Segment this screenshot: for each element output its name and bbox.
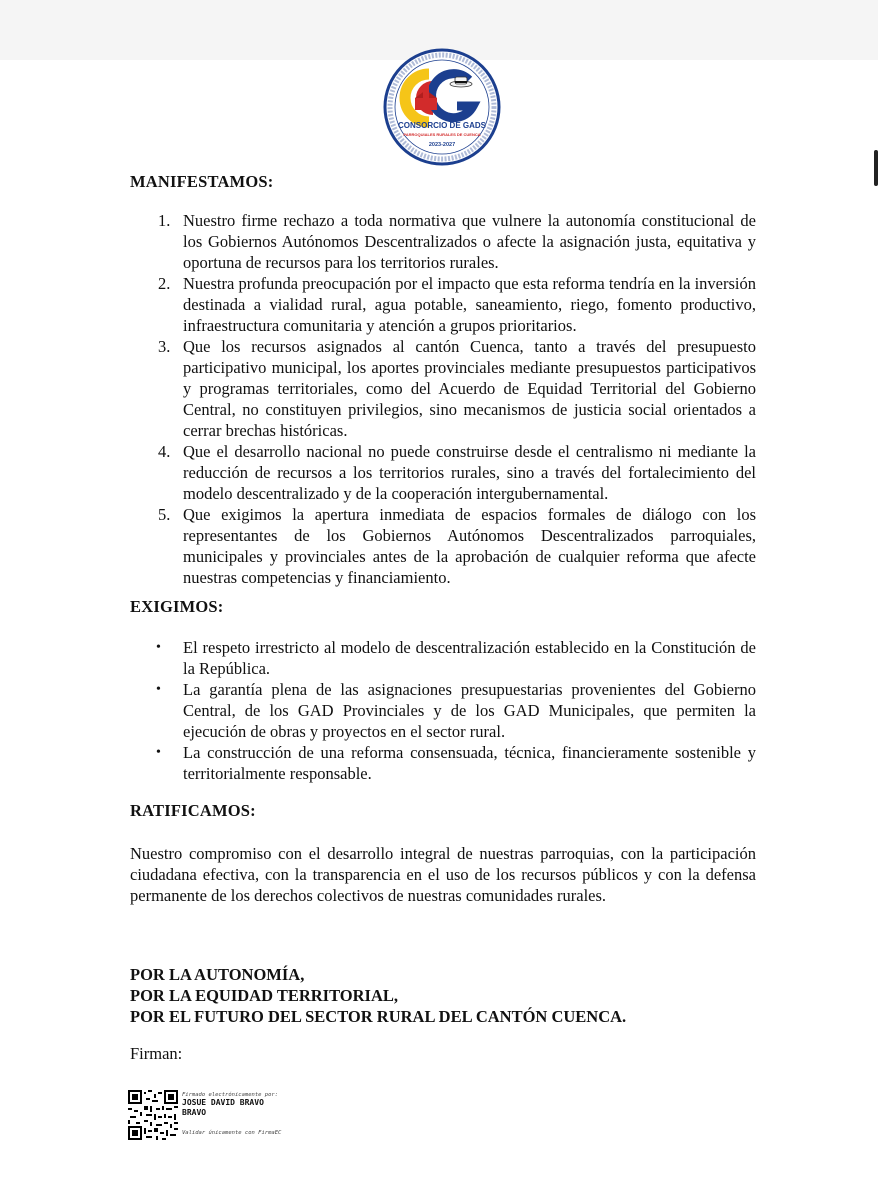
item-number: 3. [158,337,171,356]
list-item [130,273,756,336]
scrollbar[interactable] [874,150,878,186]
bullet-icon: • [156,682,161,697]
signature-text [182,1092,278,1118]
item-text: Que los recursos asignados al cantón Cuenca, tanto a través del presupuesto participativo municipal, los aportes provinciales mediante presupuestos participativos y programas territoriales, como del Acuerdo de Equidad Territorial del Gobierno Central, no constituyen privilegios, sino mecanismos de justicia social orientados a cerrar brechas históricas. [183,337,756,440]
item-text: Nuestra profunda preocupación por el impacto que esta reforma tendría en la inversión destinada a vialidad rural, agua potable, saneamiento, riego, fomento productivo, infraestructura comunitaria y atención a grupos prioritarios. [183,274,756,335]
list-item [130,210,756,273]
ratificamos-heading: RATIFICAMOS: [130,801,256,820]
item-text: La construcción de una reforma consensuada, técnica, financieramente sostenible y territorialmente responsable. [183,743,756,783]
list-item [130,441,756,504]
list-item [130,742,756,784]
list-item [130,504,756,588]
ratificamos-text: Nuestro compromiso con el desarrollo integral de nuestras parroquias, con la participación ciudadana efectiva, con la transparencia en el uso de los recursos públicos y con la defensa permanente de los derechos colectivos de nuestras comunidades rurales. [130,844,756,905]
item-number: 5. [158,505,171,524]
item-text: La garantía plena de las asignaciones presupuestarias provenientes del Gobierno Central, de los GAD Provinciales y de los GAD Municipales, que permiten la ejecución de obras y proyectos en el sector rural. [183,680,756,741]
consorcio-logo [383,48,501,166]
signer-name: JOSUE DAVID BRAVO [182,1098,264,1107]
signature-footer: Validar únicamente con FirmaEC [182,1130,282,1136]
bullet-icon: • [156,745,161,760]
electronic-signature [128,1090,288,1140]
item-text: Que exigimos la apertura inmediata de espacios formales de diálogo con los representantes de los Gobiernos Autónomos Descentralizados parroquiales, municipales y provinciales antes de la aprobación de cualquier reforma que afecte nuestras competencias y financiamiento. [183,505,756,587]
logo-subtitle: PARROQUIALES RURALES DE CUENCA [403,132,481,137]
qr-code-icon[interactable] [128,1090,178,1140]
closing-line: POR LA EQUIDAD TERRITORIAL, [130,986,399,1005]
item-number: 1. [158,211,171,230]
list-item [130,679,756,742]
logo-years: 2023-2027 [428,142,456,148]
manifestamos-list [130,210,756,588]
item-number: 2. [158,274,171,293]
item-text: Nuestro firme rechazo a toda normativa que vulnere la autonomía constitucional de los Gobiernos Autónomos Descentralizados o afecte la asignación justa, equitativa y oportuna de recursos para los territorios rurales. [183,211,756,272]
exigimos-list [130,637,756,784]
closing-line: POR EL FUTURO DEL SECTOR RURAL DEL CANTÓN CUENCA. [130,1007,627,1026]
signature-header: Firmado electrónicamente por: [182,1092,279,1098]
closing-line: POR LA AUTONOMÍA, [130,965,305,984]
bullet-icon: • [156,640,161,655]
firman-label: Firman: [130,1044,183,1063]
exigimos-heading: EXIGIMOS: [130,597,224,616]
item-text: Que el desarrollo nacional no puede construirse desde el centralismo ni mediante la reducción de recursos a los territorios rurales, sino a través del fortalecimiento del modelo descentralizado y de la cooperación intergubernamental. [183,442,756,503]
signer-name-2: BRAVO [182,1108,207,1117]
item-number: 4. [158,442,171,461]
list-item [130,336,756,441]
list-item [130,637,756,679]
manifestamos-heading: MANIFESTAMOS: [130,172,274,191]
logo-title: CONSORCIO DE GADS [397,121,487,130]
item-text: El respeto irrestricto al modelo de descentralización establecido en la Constitución de la República. [183,638,756,678]
